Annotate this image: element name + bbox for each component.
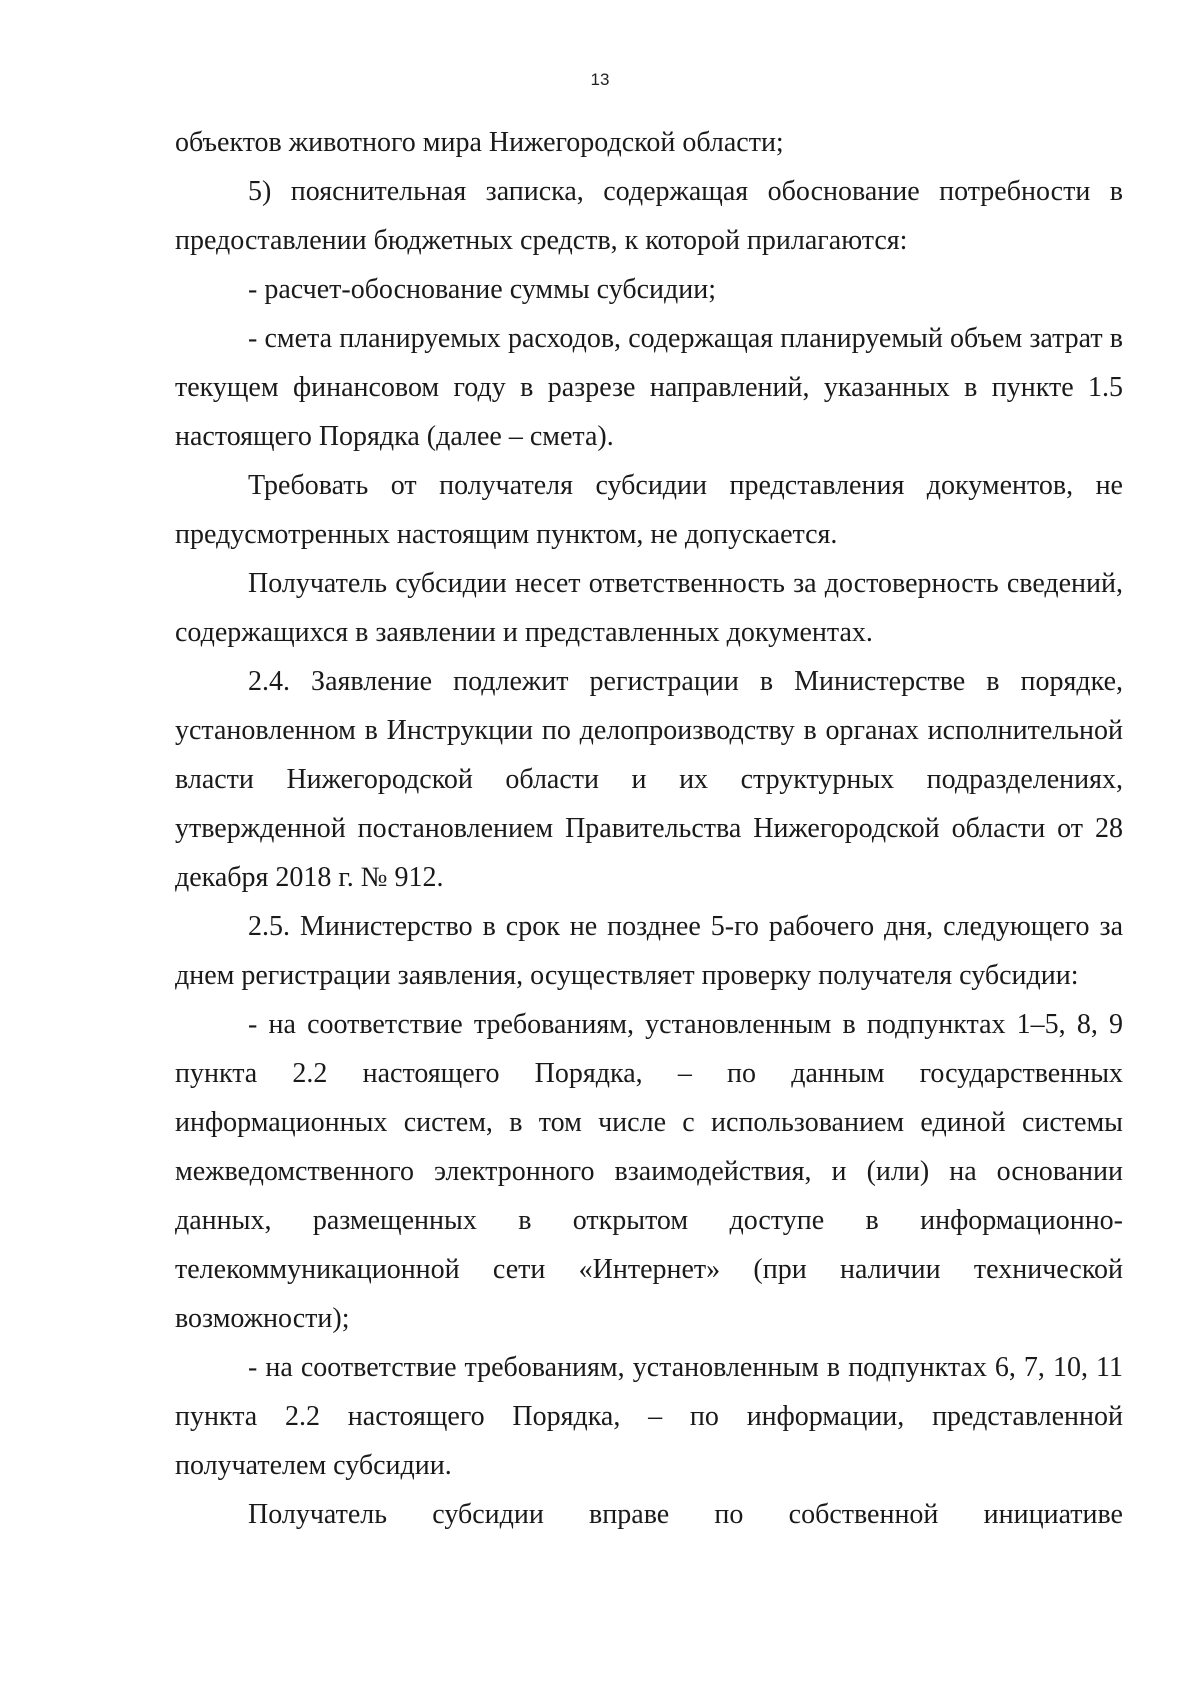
paragraph-bullet-info-check: - на соответствие требованиям, установленным в подпунктах 6, 7, 10, 11 пункта 2.2 настоящего Порядка, – по информации, представленной получателем субсидии. — [175, 1352, 1123, 1481]
paragraph-2-5: 2.5. Министерство в срок не позднее 5-го рабочего дня, следующего за днем регистрации заявления, осуществляет проверку получателя субсидии: — [175, 911, 1123, 991]
paragraph-requirements: Требовать от получателя субсидии представления документов, не предусмотренных настоящим пунктом, не допускается. — [175, 470, 1123, 550]
paragraph-item-5: 5) пояснительная записка, содержащая обоснование потребности в предоставлении бюджетных средств, к которой прилагаются: — [175, 176, 1123, 256]
paragraph-bullet-calculation: - расчет-обоснование суммы субсидии; — [248, 274, 717, 305]
paragraph-2-4: 2.4. Заявление подлежит регистрации в Министерстве в порядке, установленном в Инструкции по делопроизводству в органах исполнительной власти Нижегородской области и их структурных подразделениях, утвержденной постановлением Правительства Нижегородской области от 28 декабря 2018 г. № 912. — [175, 666, 1123, 893]
paragraph-bullet-estimate: - смета планируемых расходов, содержащая планируемый объем затрат в текущем финансовом году в разрезе направлений, указанных в пункте 1.5 настоящего Порядка (далее – смета). — [175, 323, 1123, 452]
paragraph-bullet-gis-check: - на соответствие требованиям, установленным в подпунктах 1–5, 8, 9 пункта 2.2 настоящего Порядка, – по данным государственных информационных систем, в том числе с использованием единой системы межведомственного электронного взаимодействия, и (или) на основании данных, размещенных в открытом доступе в информационно-телекоммуникационной сети «Интернет» (при наличии технической возможности); — [175, 1009, 1123, 1334]
page-number: 13 — [590, 70, 610, 89]
document-body — [175, 118, 1123, 1539]
paragraph-initiative: Получатель субсидии вправе по собственной инициативе — [248, 1499, 1123, 1530]
paragraph-responsibility: Получатель субсидии несет ответственность за достоверность сведений, содержащихся в заявлении и представленных документах. — [175, 568, 1123, 648]
paragraph-continuation: объектов животного мира Нижегородской области; — [175, 127, 784, 158]
